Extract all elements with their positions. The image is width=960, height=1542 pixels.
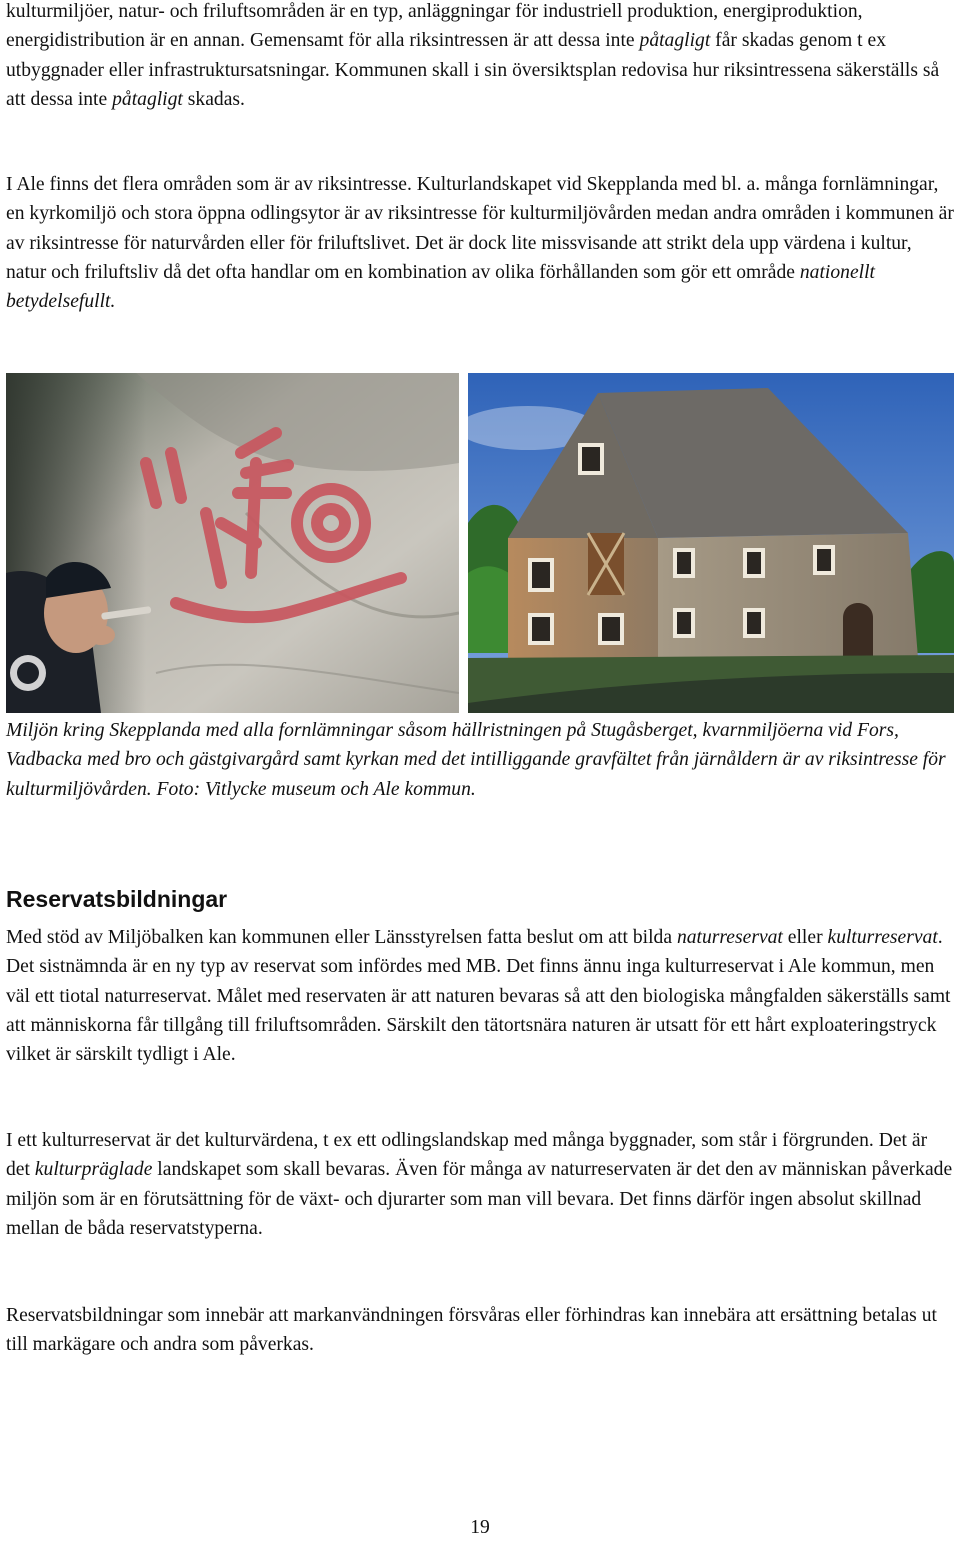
page-number: 19	[470, 1517, 490, 1538]
intro-text-3: skadas.	[182, 88, 245, 110]
reservat-paragraph-2	[6, 1126, 954, 1243]
reservat-paragraph-1	[6, 923, 954, 1069]
reservat-p2-text-b: landskapet som skall bevaras. Även för många av naturreservaten är det den av människan påverkade miljön som är en förutsättning för de växt- och djurarter som man vill bevara. Det finns därför ingen absolut skillnad mellan de båda reservatstyperna.	[6, 1159, 953, 1239]
reservat-p1-text-b: eller	[782, 927, 828, 948]
rock-carving-photo	[6, 373, 459, 713]
intro-emphasis-1: påtagligt	[639, 30, 711, 52]
photo-caption	[6, 716, 954, 804]
intro-text-2: får skadas genom t ex utbyggnader eller infrastruktursatsningar. Kommunen skall i sin översiktsplan redovisa hur riksintressena säkerställs så att dessa inte	[6, 30, 940, 110]
ale-paragraph-text: I Ale finns det flera områden som är av riksintresse. Kulturlandskapet vid Skepplanda med bl. a. många fornlämningar, en kyrkomiljö och stora öppna odlingsytor är av riksintresse för kulturmiljövården medan andra områden i kommunen är av riksintresse för naturvården eller för friluftslivet. Det är dock lite missvisande att strikt dela upp värdena i kultur, natur och friluftsliv då det ofta handlar om en kombination av olika förhållanden som gör ett område	[6, 174, 954, 283]
ale-paragraph	[6, 170, 954, 316]
photo-caption-text: Miljön kring Skepplanda med alla fornlämningar såsom hällristningen på Stugåsberget, kvarnmiljöerna vid Fors, Vadbacka med bro och gästgivargård samt kyrkan med det intilliggande gravfältet från järnåldern är av riksintresse för kulturmiljövården. Foto: Vitlycke museum och Ale kommun.	[6, 720, 946, 800]
reservat-p3-text: Reservatsbildningar som innebär att markanvändningen försvåras eller förhindras kan innebära att ersättning betalas ut till markägare och andra som påverkas.	[6, 1305, 937, 1356]
stone-mill-photo	[468, 373, 954, 713]
reservat-p1-text-c: . Det sistnämnda är en ny typ av reservat som infördes med MB. Det finns ännu inga kulturreservat i Ale kommun, men väl ett tiotal naturreservat. Målet med reservaten är att naturen bevaras så att den biologiska mångfalden säkerställs samt att människorna får tillgång till friluftsområden. Särskilt den tätortsnära naturen är utsatt för ett hårt exploateringstryck vilket är särskilt tydligt i Ale.	[6, 927, 951, 1066]
reservat-p1-emphasis-1: naturreservat	[676, 927, 783, 948]
photo-row	[6, 373, 954, 713]
reservat-p1-emphasis-2: kulturreservat	[827, 927, 938, 948]
reservat-paragraph-3	[6, 1301, 954, 1360]
intro-paragraph	[6, 0, 954, 114]
reservat-p1-text-a: Med stöd av Miljöbalken kan kommunen eller Länsstyrelsen fatta beslut om att bilda	[6, 927, 677, 948]
section-heading: Reservatsbildningar	[6, 886, 228, 912]
reservat-p2-emphasis: kulturpräglade	[34, 1159, 153, 1181]
reservat-p2-text-a: I ett kulturreservat är det kulturvärdena, t ex ett odlingslandskap med många byggnader, som står i förgrunden. Det är det	[6, 1130, 928, 1181]
intro-emphasis-2: påtagligt	[112, 88, 183, 110]
ale-paragraph-emphasis: nationellt betydelsefullt.	[6, 261, 875, 313]
intro-text-1: kulturmiljöer, natur- och friluftsområden är en typ, anläggningar för industriell produktion, energiproduktion, energidistribution är en annan. Gemensamt för alla riksintressen är att dessa inte	[6, 1, 863, 52]
